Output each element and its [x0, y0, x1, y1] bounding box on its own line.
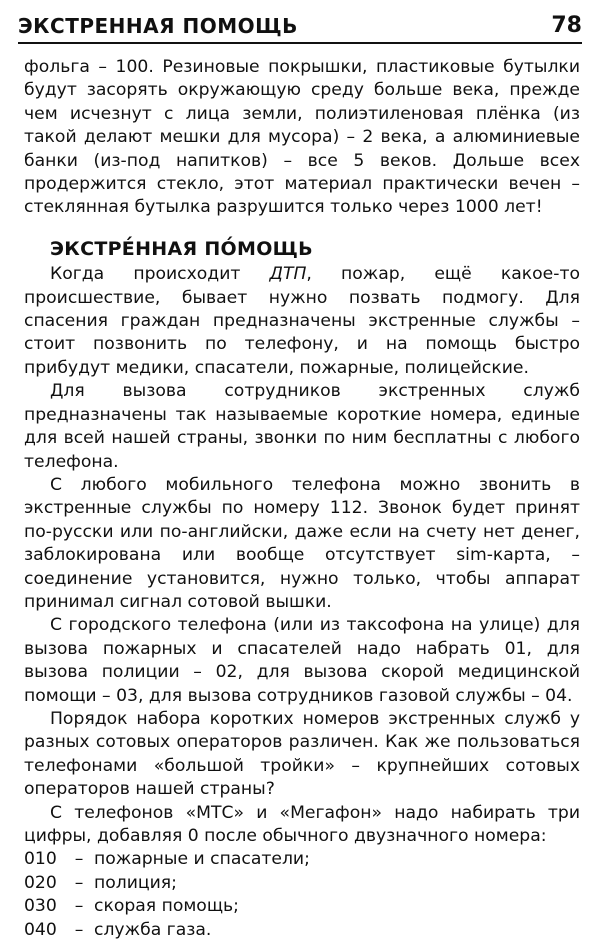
list-item-label: пожарные и спасатели; — [94, 849, 310, 870]
list-item-dash: – — [74, 872, 84, 893]
paragraph-2: Для вызова сотрудников экстренных служб предназначены так называемые короткие номера, единые для всей нашей страны, звонки по ним бесплатны с любого телефона. — [24, 381, 580, 472]
paragraph-6: С телефонов «МТС» и «Мегафон» надо набирать три цифры, добавляя 0 после обычного двузначного номера: — [24, 802, 580, 846]
running-title: ЭКСТРЕННАЯ ПОМОЩЬ — [18, 14, 298, 38]
intro-paragraph: фольга – 100. Резиновые покрышки, пластиковые бутылки будут засорять окружающую среду больше века, прежде чем исчезнут с лица земли, полиэтиленовая плёнка (из такой делают мешки для мусора) – 2 века, а алюминиевые банки (из-под напитков) – все 5 веков. Дольше всех продержится стекло, этот материал практически вечен – стеклянная бутылка разрушится только через 1000 лет! — [24, 57, 580, 218]
list-item — [24, 919, 580, 942]
list-item-code: 020 — [24, 872, 57, 893]
running-header — [18, 10, 582, 44]
list-item — [24, 895, 580, 918]
list-item — [24, 848, 580, 871]
page-number: 78 — [551, 13, 582, 38]
paragraph-3: С любого мобильного телефона можно звонить в экстренные службы по номеру 112. Звонок будет принят по-русски или по-английски, даже если на счету нет денег, заблокирована или вообще отсутствует sim-карта, – соединение установится, нужно только, чтобы аппарат принимал сигнал сотовой вышки. — [24, 474, 580, 612]
paragraph-1-start: Когда происходит — [50, 264, 270, 285]
list-item-label: полиция; — [94, 872, 177, 893]
list-item-code: 010 — [24, 849, 57, 870]
list-item-dash: – — [74, 919, 84, 940]
paragraph-1-end: , пожар, ещё какое-то происшествие, бывает нужно позвать подмогу. Для спасения граждан предназначены экстренные службы – стоит позвонить по телефону, и на помощь быстро прибудут медики, спасатели, пожарные, полицейские. — [24, 264, 580, 378]
paragraph-1 — [24, 263, 580, 380]
number-list — [24, 848, 580, 942]
paragraph-5: Порядок набора коротких номеров экстренных служб у разных сотовых операторов различен. Как же пользоваться телефонами «большой тройки» – крупнейших сотовых операторов нашей страны? — [24, 708, 580, 800]
paragraph-1-emphasis: ДТП — [269, 264, 307, 285]
list-item-dash: – — [74, 849, 84, 870]
list-item-code: 040 — [24, 919, 57, 940]
list-item-label: скорая помощь; — [94, 896, 239, 917]
list-item-dash: – — [74, 896, 84, 917]
list-item-code: 030 — [24, 896, 57, 917]
section-heading: ЭКСТРЕ́ННАЯ ПО́МОЩЬ — [50, 237, 313, 260]
page-body — [24, 56, 580, 942]
paragraph-4: С городского телефона (или из таксофона на улице) для вызова пожарных и спасателей надо набрать 01, для вызова полиции – 02, для вызова скорой медицинской помощи – 03, для вызова сотрудников газовой службы – 04. — [24, 615, 580, 706]
list-item — [24, 872, 580, 895]
list-item-label: служба газа. — [94, 919, 212, 940]
